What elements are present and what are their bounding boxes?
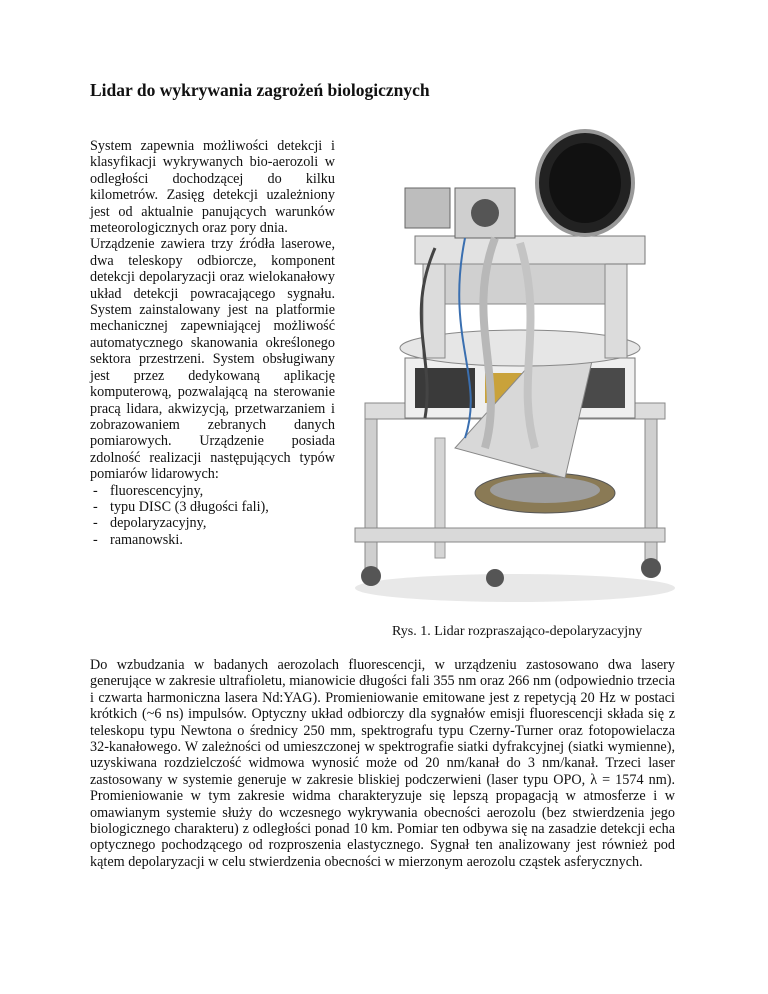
page-title: Lidar do wykrywania zagrożeń biologicznych <box>90 80 430 100</box>
list-item: - depolaryzacyjny, <box>90 515 335 531</box>
list-item: - typu DISC (3 długości fali), <box>90 499 335 515</box>
measurement-types-list <box>90 483 335 549</box>
figure-caption: Rys. 1. Lidar rozpraszająco-depolaryzacyjny <box>392 624 643 639</box>
body-paragraph: Do wzbudzania w badanych aerozolach fluorescencji, w urządzeniu zastosowano dwa lasery generujące w zakresie ultrafioletu, mianowicie długości fali 355 nm oraz 266 nm (odpowiednio trzecia i czwarta harmoniczna lasera Nd:YAG). Promieniowanie emitowane jest z repetycją 20 Hz w postaci krótkich (~6 ns) impulsów. Optyczny układ odbiorczy dla sygnałów emisji fluorescencji składa się z teleskopu typu Newtona o średnicy 250 mm, spektrografu typu Czerny-Turner oraz fotopowielacza 32-kanałowego. W zależności od umieszczonej w spektrografie siatki dyfrakcyjnej (siatki wymienne), uzyskiwana rozdzielczość widmowa wynosić może od 20 nm/kanał do 3 nm/kanał. Trzeci laser zastosowany w systemie generuje w zakresie bliskiej podczerwieni (laser typu OPO, λ = 1574 nm). Promieniowanie w tym zakresie widma charakteryzuje się lepszą propagacją w atmosferze i w omawianym systemie służy do wczesnego wykrywania obecności aerozolu (bez stwierdzenia jego biologicznego charakteru) z odległości ponad 10 km. Pomiar ten odbywa się na zasadzie detekcji echa optycznego pochodzącego od rozproszenia elastycznego. Sygnał ten analizowany jest również pod kątem depolaryzacji w celu stwierdzenia obecności w mierzonym aerozolu cząstek asferycznych. <box>90 657 675 870</box>
lidar-photo <box>345 118 685 626</box>
list-item: - ramanowski. <box>90 532 335 548</box>
list-item: - fluorescencyjny, <box>90 483 335 499</box>
intro-paragraph: System zapewnia możliwości detekcji i klasyfikacji wykrywanych bio-aerozoli w odległości dochodzącej do kilku kilometrów. Zasięg detekcji uzależniony jest od aktualnie panujących warunków meteorologicznych oraz pory dnia. <box>90 138 335 237</box>
description-paragraph: Urządzenie zawiera trzy źródła laserowe, dwa teleskopy odbiorcze, komponent detekcji depolaryzacji oraz wielokanałowy układ detekcji powracającego sygnału. System zainstalowany jest na platformie mechanicznej zapewniającej możliwość automatycznego skanowania określonego sektora przestrzeni. System obsługiwany jest przez dedykowaną aplikację komputerową, pozwalającą na sterowanie pracą lidara, akwizycją, przetwarzaniem i zobrazowaniem zebranych danych pomiarowych. Urządzenie posiada zdolność realizacji następujących typów pomiarów lidarowych: <box>90 236 335 483</box>
left-column <box>90 138 335 548</box>
